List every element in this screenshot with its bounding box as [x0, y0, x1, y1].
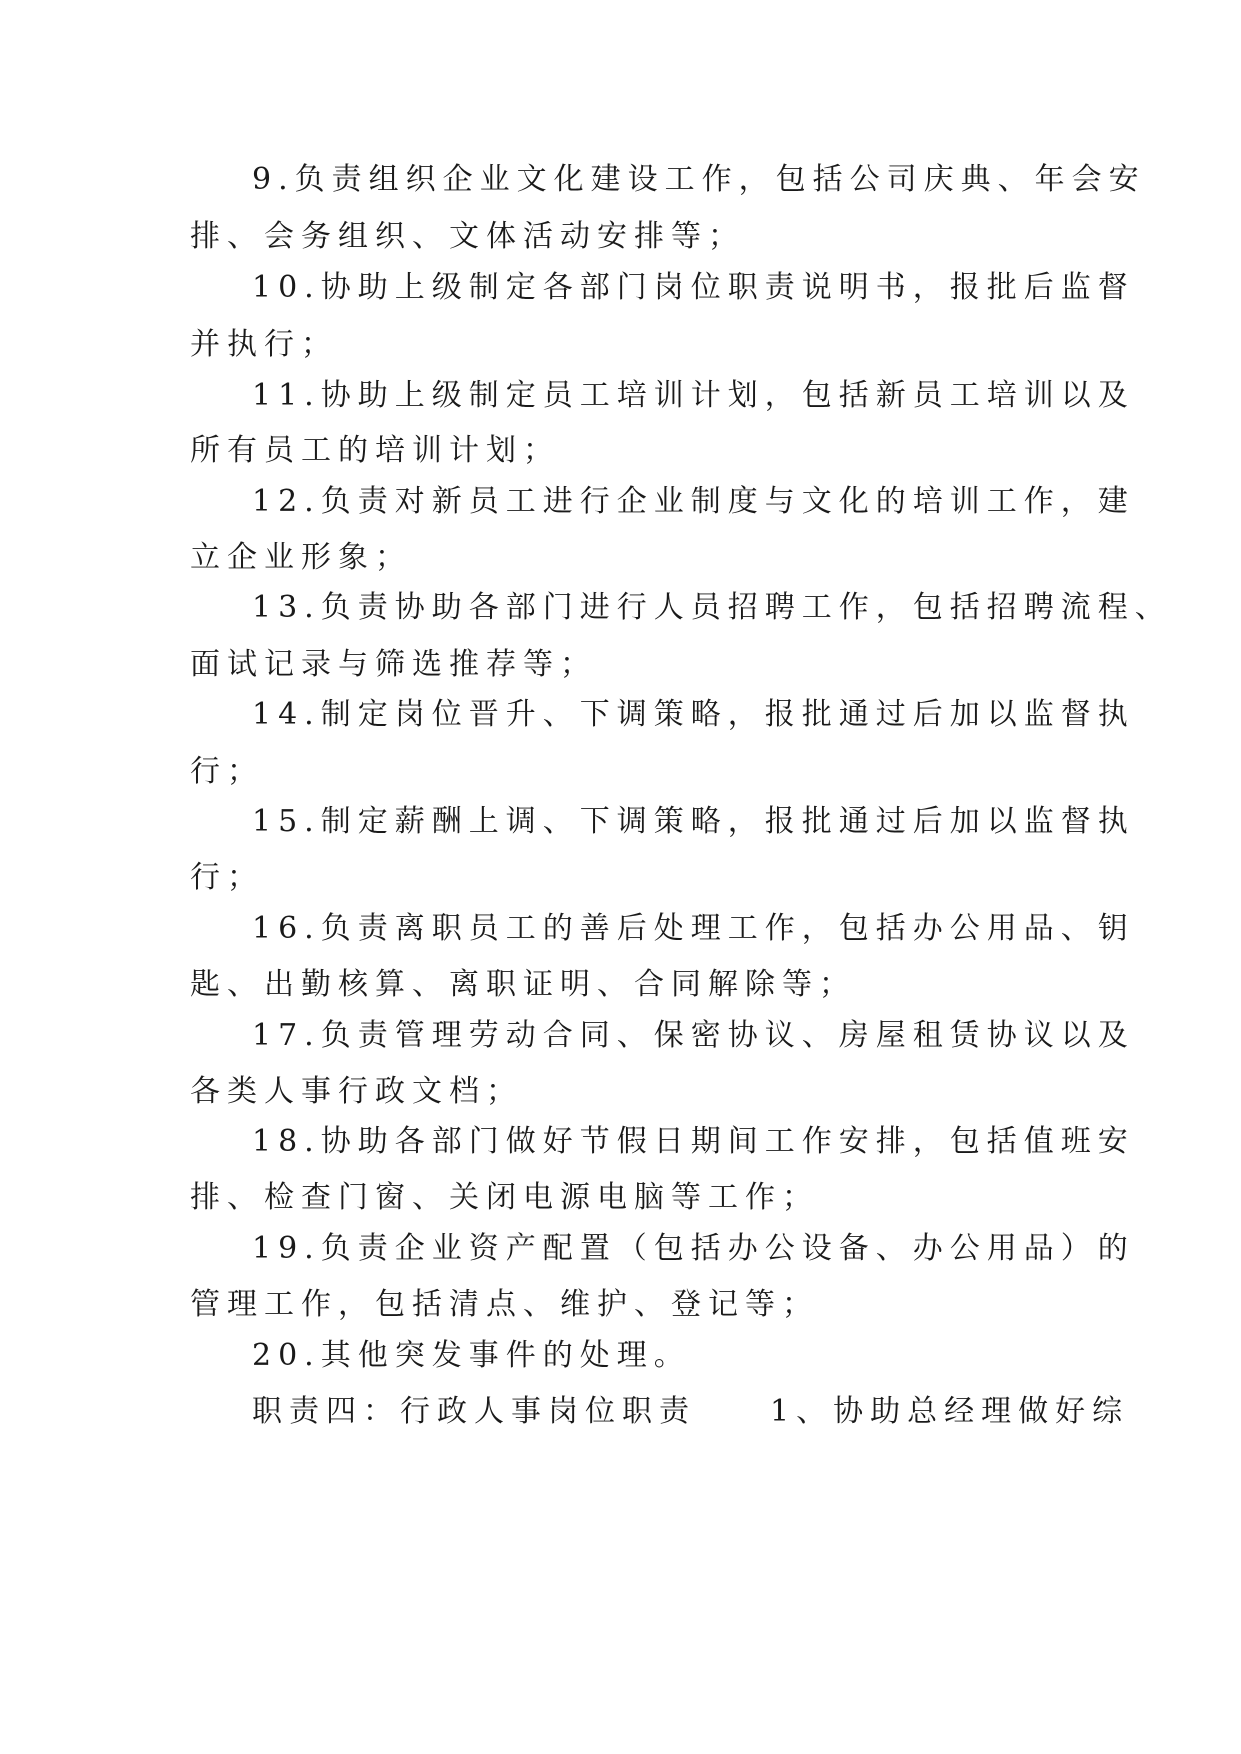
text-line: 职责四：行政人事岗位职责 1、协助总经理做好综	[252, 1394, 1130, 1429]
text-line: 14.制定岗位晋升、下调策略，报批通过后加以监督执	[252, 697, 1135, 732]
text-line: 行；	[190, 860, 264, 895]
text-line: 16.负责离职员工的善后处理工作，包括办公用品、钥	[252, 911, 1135, 946]
text-line: 20.其他突发事件的处理。	[252, 1338, 691, 1373]
text-line: 管理工作，包括清点、维护、登记等；	[190, 1287, 819, 1322]
text-line: 13.负责协助各部门进行人员招聘工作，包括招聘流程、	[252, 590, 1172, 625]
text-line: 排、会务组织、文体活动安排等；	[190, 219, 745, 254]
text-line: 各类人事行政文档；	[190, 1074, 523, 1109]
text-line: 17.负责管理劳动合同、保密协议、房屋租赁协议以及	[252, 1018, 1135, 1053]
text-line: 所有员工的培训计划；	[190, 433, 560, 468]
text-line: 10.协助上级制定各部门岗位职责说明书，报批后监督	[252, 270, 1135, 305]
text-line: 18.协助各部门做好节假日期间工作安排，包括值班安	[252, 1124, 1135, 1159]
text-line: 行；	[190, 754, 264, 789]
text-line: 11.协助上级制定员工培训计划，包括新员工培训以及	[252, 378, 1135, 413]
text-line: 15.制定薪酬上调、下调策略，报批通过后加以监督执	[252, 804, 1135, 839]
text-line: 并执行；	[190, 327, 338, 362]
text-line: 匙、出勤核算、离职证明、合同解除等；	[190, 967, 856, 1002]
text-line: 12.负责对新员工进行企业制度与文化的培训工作，建	[252, 484, 1135, 519]
text-line: 排、检查门窗、关闭电源电脑等工作；	[190, 1180, 819, 1215]
text-line: 9.负责组织企业文化建设工作，包括公司庆典、年会安	[252, 162, 1146, 197]
text-line: 面试记录与筛选推荐等；	[190, 647, 597, 682]
text-line: 立企业形象；	[190, 540, 412, 575]
text-line: 19.负责企业资产配置（包括办公设备、办公用品）的	[252, 1231, 1135, 1266]
